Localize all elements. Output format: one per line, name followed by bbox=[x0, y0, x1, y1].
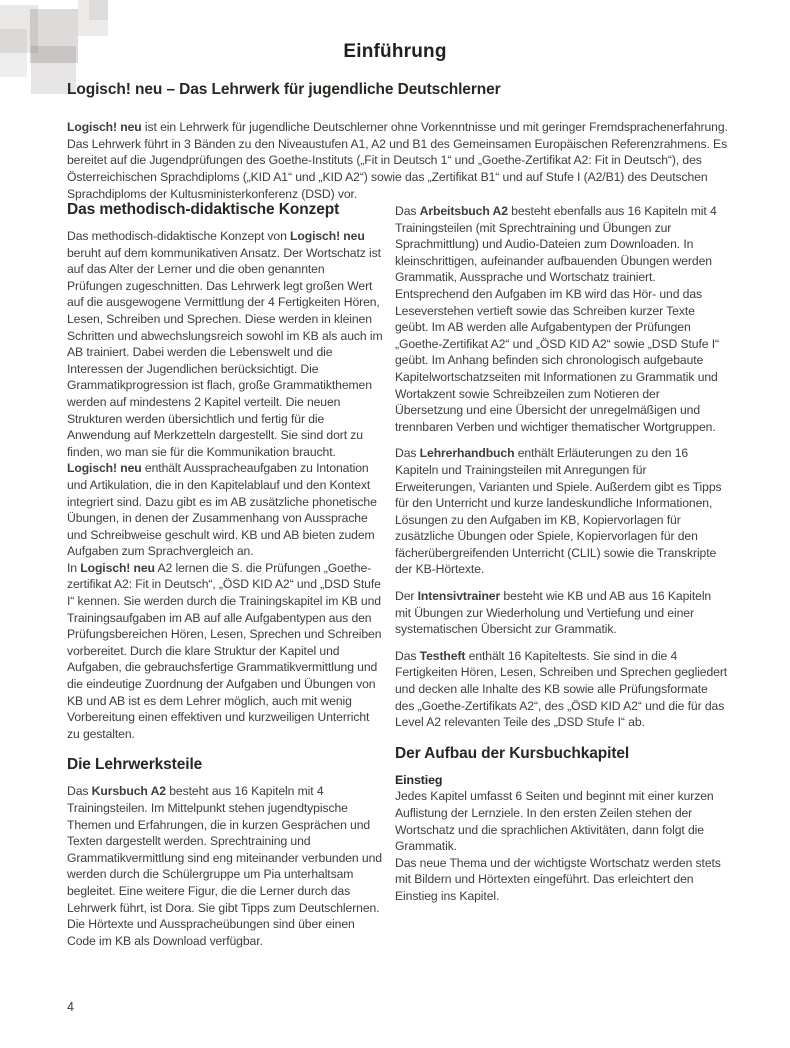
paragraph bbox=[67, 228, 383, 460]
paragraph bbox=[67, 460, 383, 560]
text-run: enthält 16 Kapiteltests. Sie sind in die 4 Fertigkeiten Hören, Lesen, Schreiben und Sprechen gegliedert und decken alle Inhalte des KB sowie alle Prüfungsformate des „Goethe-Zertifikats A2“, des „ÖSD KID A2“ und die für das Level A2 relevanten Teile des „DSD Stufe I“ ab. bbox=[395, 648, 728, 730]
paragraph bbox=[67, 783, 383, 916]
bold-text: Logisch! neu bbox=[67, 461, 142, 476]
decor-square bbox=[89, 0, 108, 20]
text-run: Jedes Kapitel umfasst 6 Seiten und beginnt mit einer kurzen Auflistung der Lernziele. In den ersten Zeilen stehen der Wortschatz und die sprachlichen Aktivitäten, dann folgt die Grammatik. bbox=[395, 789, 714, 854]
text-run: A2 lernen die S. die Prüfungen „Goethe-zertifikat A2: Fit in Deutsch“, „ÖSD KID A2“ und „DSD Stufe I“ kennen. Sie werden durch die Trainingskapitel im KB und Trainingsaufgaben im AB auf alle Aufgabentypen aus den Prüfungsbereichen Hören, Lesen, Sprechen und Schreiben vorbereitet. Durch die klare Struktur der Kapitel und Aufgaben, die gebrauchsfertige Grammatikvermittlung und die eindeutige Zuordnung der Aufgaben und Übungen von KB und AB ist es dem Lehrer möglich, auch mit wenig Vorbereitung einen effektiven und kurzweiligen Unterricht zu gestalten. bbox=[67, 560, 382, 741]
subsection-heading: Einstieg bbox=[395, 772, 443, 787]
text-run: Das methodisch-didaktische Konzept von bbox=[67, 229, 291, 243]
text-run: besteht aus 16 Kapiteln mit 4 Trainingsteilen. Im Mittelpunkt stehen jugendtypische Themen und Erfahrungen, die in kurzen Gesprächen und Texten dargestellt werden. Sprechtraining und Grammatikvermittlung sind eng miteinander verbunden und werden durch die Schülergruppe um Pia unterhaltsam begleitet. Eine weitere Figur, die die Lerner durch das Lehrwerk führt, ist Dora. Sie gibt Tipps zum Deutschlernen. bbox=[67, 784, 382, 915]
paragraph bbox=[395, 203, 729, 435]
paragraph bbox=[67, 916, 383, 949]
bold-text: Logisch! neu bbox=[67, 120, 142, 135]
text-run: ist ein Lehrwerk für jugendliche Deutschlerner ohne Vorkenntnisse und mit geringer Fremdsprachenerfahrung. Das Lehrwerk führt in 3 Bänden zu den Niveaustufen A1, A2 und B1 des Gemeinsamen Europäischen Referenzrahmens. Es bereitet auf die Jugendprüfungen des Goethe-Instituts („Fit in Deutsch 1“ und „Goethe-Zertifikat A2: Fit in Deutsch“), des Österreichischen Sprachdiploms („KID A1“ und „KID A2“) sowie das „Zertifikat B1“ und auf Stufe I (A2/B1) des Deutschen Sprachdiploms der Kultusministerkonferenz (DSD) vor. bbox=[67, 120, 728, 201]
right-column bbox=[395, 203, 729, 915]
text-run: Das bbox=[395, 204, 420, 218]
paragraph bbox=[395, 648, 729, 731]
main-heading: Logisch! neu – Das Lehrwerk für jugendliche Deutschlerner bbox=[67, 81, 501, 98]
intro-paragraph bbox=[67, 119, 731, 202]
section-heading: Das methodisch-didaktische Konzept bbox=[67, 201, 340, 218]
paragraph bbox=[395, 588, 729, 638]
text-run: Der bbox=[395, 589, 418, 604]
bold-text: Logisch! neu bbox=[290, 229, 365, 243]
text-run: besteht ebenfalls aus 16 Kapiteln mit 4 Trainingsteilen (mit Sprechtraining und Übungen zur Sprachmittlung) und Audio-Dateien zum Downloaden. In kleinschrittigen, aufeinander aufbauenden Übungen werden Grammatik, Aussprache und Wortschatz trainiert. Entsprechend den Aufgaben im KB wird das Hör- und das Leseverstehen vertieft sowie das Schreiben kurzer Texte geübt. Im AB werden alle Aufgabentypen der Prüfungen „Goethe-Zertifikat A2“ und „ÖSD KID A2“ sowie „DSD Stufe I“ geübt. Im Anhang befinden sich chronologisch aufgebaute Kapitelwortschatzseiten mit Informationen zu Grammatik und Wortakzent sowie Schreibzeilen zum Notieren der Übersetzung und eine Übersicht der unregelmäßigen und trennbaren Verben und wichtiger thematischer Wortgruppen. bbox=[395, 204, 719, 434]
paragraph bbox=[395, 445, 729, 578]
paragraph bbox=[395, 788, 729, 854]
content-columns bbox=[67, 203, 729, 959]
section-heading: Der Aufbau der Kursbuchkapitel bbox=[395, 744, 630, 762]
bold-text: Intensivtrainer bbox=[417, 589, 501, 604]
text-run: enthält Ausspracheaufgaben zu Intonation und Artikulation, die in den Kapitelablauf und den Kontext integriert sind. Dazu gibt es im AB zusätzliche phonetische Übungen, in denen der Zusammenhang von Aussprache und Schreibweise geschult wird. KB und AB bieten zudem Aufgaben zum Sprachvergleich an. bbox=[67, 461, 377, 559]
paragraph bbox=[395, 855, 729, 905]
text-run: Das neue Thema und der wichtigste Wortschatz werden stets mit Bildern und Hörtexten eingeführt. Das erleichtert den Einstieg ins Kapitel. bbox=[395, 855, 721, 903]
paragraph bbox=[67, 560, 383, 743]
bold-text: Testheft bbox=[419, 648, 466, 663]
bold-text: Kursbuch A2 bbox=[91, 784, 166, 799]
text-run: In bbox=[67, 560, 81, 575]
text-run: Das bbox=[395, 648, 420, 663]
text-run: enthält Erläuterungen zu den 16 Kapiteln und Trainingsteilen mit Anregungen für Erweiterungen, Varianten und Spiele. Außerdem gibt es Tipps für den Unterricht und kurze landeskundliche Informationen, Lösungen zu den Aufgaben im KB, Kopiervorlagen für zusätzliche Übungen oder Spiele, Kopiervorlagen für den fächerübergreifenden Unterricht (CLIL) sowie die Transkripte der KB-Hörtexte. bbox=[395, 446, 722, 577]
section-heading: Die Lehrwerksteile bbox=[67, 756, 203, 774]
text-run: Die Hörtexte und Ausspracheübungen sind über einen Code im KB als Download verfügbar. bbox=[67, 917, 355, 948]
bold-text: Arbeitsbuch A2 bbox=[419, 204, 508, 218]
bold-text: Lehrerhandbuch bbox=[419, 446, 515, 461]
text-run: beruht auf dem kommunikativen Ansatz. Der Wortschatz ist auf das Alter der Lerner und die oben genannten Prüfungen zugeschnitten. Das Lehrwerk legt großen Wert auf die ausgewogene Vermittlung der 4 Fertigkeiten Hören, Lesen, Schreiben und Sprechen. Diese werden in kleinen Schritten und abwechslungsreich sowohl im KB als auch im AB trainiert. Dabei werden die Lebenswelt und die Interessen der Jugendlichen berücksichtigt. Die Grammatikprogression ist flach, große Grammatikthemen werden auf mindestens 2 Kapitel verteilt. Die neuen Strukturen werden übersichtlich und fertig für die Anwendung auf Merkzetteln dargestellt. Sie sind dort zu finden, wo man sie für die Kommunikation braucht. bbox=[67, 245, 383, 459]
bold-text: Logisch! neu bbox=[80, 560, 155, 575]
text-run: besteht wie KB und AB aus 16 Kapiteln mit Übungen zur Wiederholung und Vertiefung und einer systematischen Übersicht zur Grammatik. bbox=[395, 589, 712, 637]
text-run: Das bbox=[395, 446, 420, 461]
page-number: 4 bbox=[67, 1000, 74, 1014]
page-title: Einführung bbox=[343, 41, 447, 62]
text-run: Das bbox=[67, 784, 92, 799]
left-column bbox=[67, 203, 383, 959]
